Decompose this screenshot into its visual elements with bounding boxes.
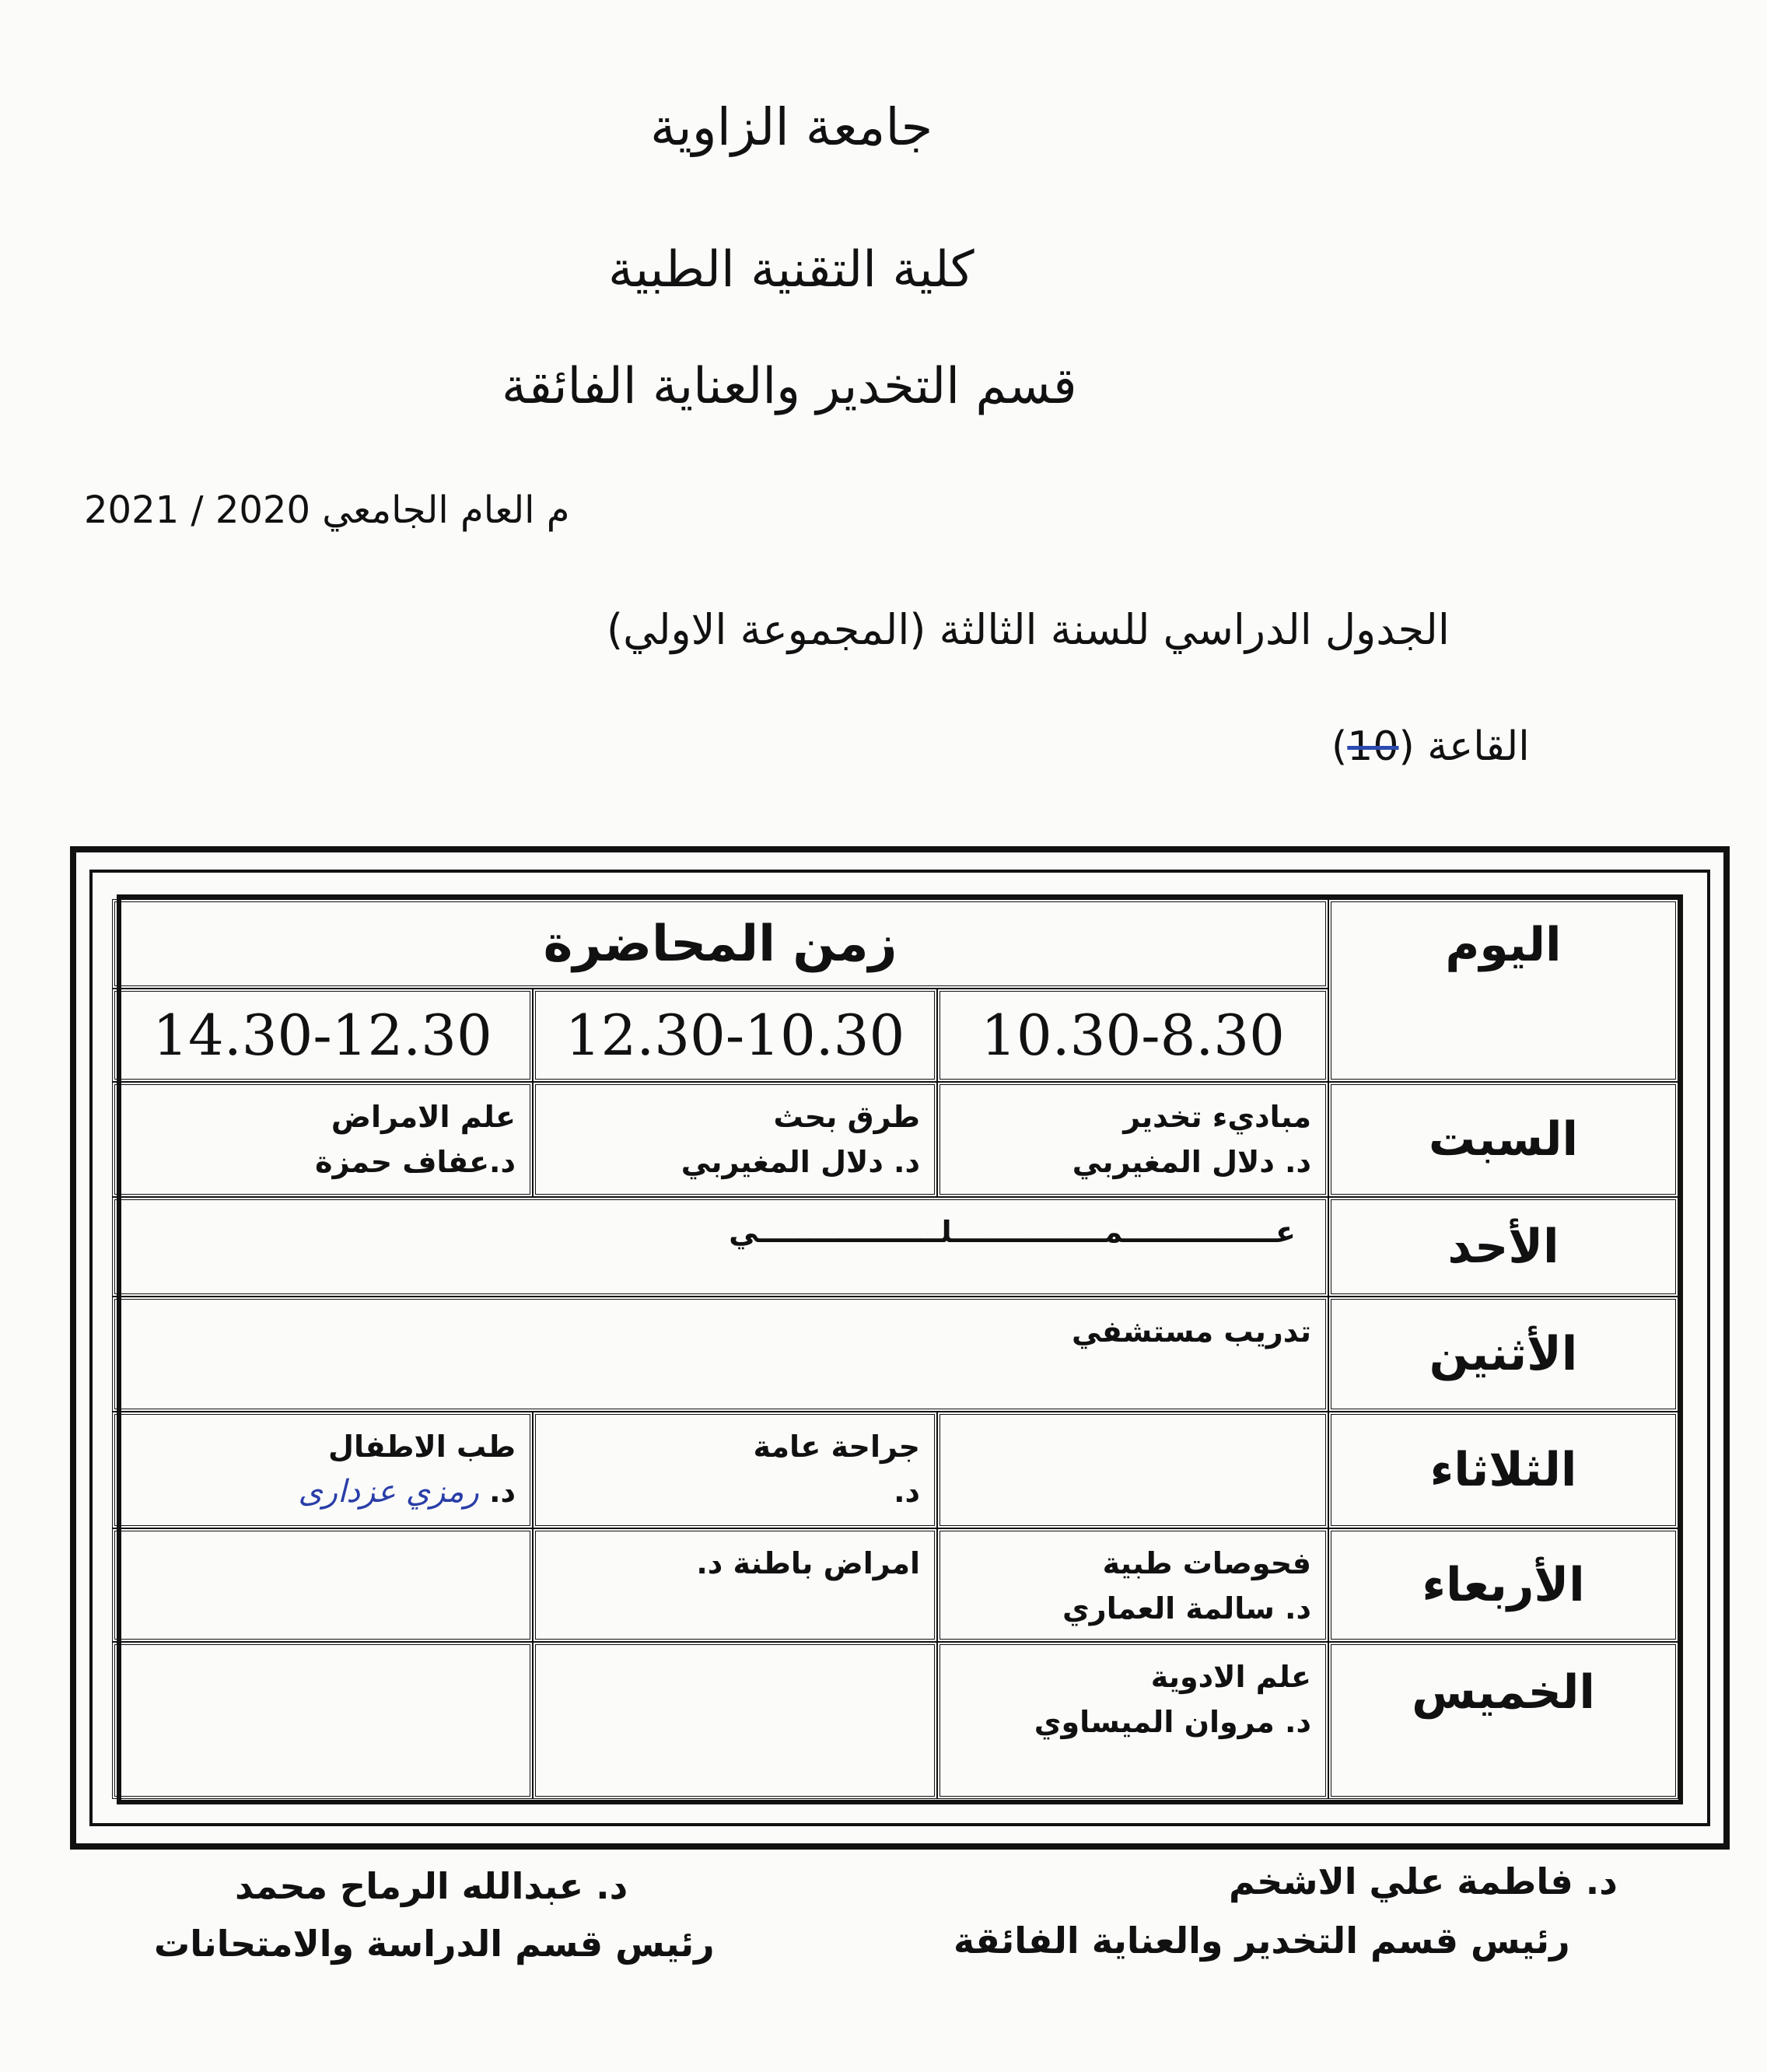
academic-year: [84, 488, 569, 532]
practical-label: عـــــــــــــــمـــــــــــــــلــــــــــــــــــي: [729, 1215, 1296, 1249]
college-name: كلية التقنية الطبية: [608, 241, 974, 299]
table-cell: [937, 1412, 1328, 1528]
table-cell: [533, 1412, 937, 1528]
lecturer: د.عفاف حمزة: [315, 1145, 516, 1179]
lecturer: د. سالمة العماري: [1062, 1591, 1311, 1626]
hall-number: 10: [1347, 723, 1399, 770]
subject: طرق بحث: [773, 1100, 920, 1134]
table-cell: [937, 1528, 1328, 1642]
signatory-left-name: د. عبدالله الرماح محمد: [235, 1865, 628, 1907]
handwritten-name: رمزي عزدارى: [298, 1474, 479, 1510]
table-cell-merged: [112, 1197, 1328, 1297]
lecturer: د. دلال المغيربي: [1072, 1145, 1311, 1179]
day-thursday: الخميس: [1328, 1642, 1678, 1799]
subject: مباديء تخدير: [1123, 1100, 1311, 1134]
lecturer: د.: [489, 1475, 516, 1509]
table-cell: [533, 1642, 937, 1799]
department-name: قسم التخدير والعناية الفائقة: [502, 358, 1077, 415]
subject: فحوصات طبية: [1102, 1546, 1311, 1580]
day-header: [1328, 899, 1678, 1082]
university-name: جامعة الزاوية: [650, 97, 933, 157]
lecturer-line: [115, 1469, 516, 1514]
subject: طب الاطفال: [328, 1430, 516, 1464]
subject: جراحة عامة: [753, 1430, 920, 1464]
period-3: 14.30-12.30: [112, 989, 533, 1082]
table-cell-merged: [112, 1297, 1328, 1412]
hall-label: القاعة: [1427, 723, 1530, 770]
academic-year-label: العام الجامعي: [322, 488, 535, 532]
table-cell: [937, 1642, 1328, 1799]
hall-info: (10) القاعة: [1331, 723, 1530, 770]
time-header: زمن المحاضرة: [112, 899, 1328, 989]
signatory-right-name: د. فاطمة علي الاشخم: [1229, 1860, 1618, 1902]
table-cell: [533, 1528, 937, 1642]
day-saturday: السبت: [1328, 1082, 1678, 1197]
table-cell: [533, 1082, 937, 1197]
day-monday: الأثنين: [1328, 1297, 1678, 1412]
day-wednesday: الأربعاء: [1328, 1528, 1678, 1642]
day-header-label: اليوم: [1445, 918, 1562, 972]
lecturer: د.: [894, 1475, 920, 1509]
hospital-training-label: تدريب مستشفي: [1072, 1314, 1311, 1349]
table-cell: [937, 1082, 1328, 1197]
lecturer: د. دلال المغيربي: [681, 1145, 920, 1179]
day-sunday: الأحد: [1328, 1197, 1678, 1297]
day-tuesday: الثلاثاء: [1328, 1412, 1678, 1528]
timetable: [117, 894, 1683, 1804]
subject: علم الادوية: [1150, 1660, 1311, 1694]
signatory-left-title: رئيس قسم الدراسة والامتحانات: [154, 1923, 715, 1965]
lecturer: د. مروان الميساوي: [1034, 1705, 1311, 1739]
schedule-title: الجدول الدراسي للسنة الثالثة (المجموعة الاولي): [607, 605, 1450, 654]
table-cell: [112, 1412, 533, 1528]
subject: علم الامراض: [331, 1100, 516, 1134]
academic-year-value: 2021 / 2020 م: [84, 488, 570, 532]
subject: امراض باطنة د.: [696, 1546, 920, 1580]
signatory-right-title: رئيس قسم التخدير والعناية الفائقة: [953, 1920, 1570, 1962]
period-1: 10.30-8.30: [937, 989, 1328, 1082]
period-2: 12.30-10.30: [533, 989, 937, 1082]
table-cell: [112, 1528, 533, 1642]
table-cell: [112, 1082, 533, 1197]
table-cell: [112, 1642, 533, 1799]
